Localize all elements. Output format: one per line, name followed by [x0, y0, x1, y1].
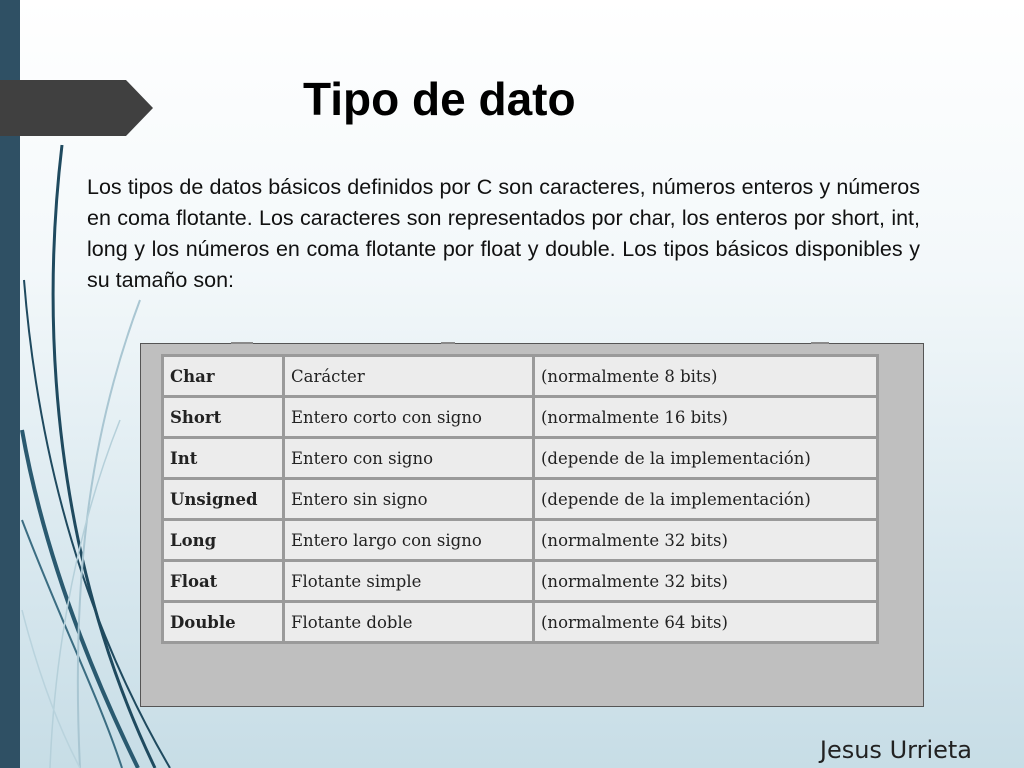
- table-row: [163, 356, 878, 397]
- scan-artifact: [231, 341, 931, 345]
- table-row: [163, 602, 878, 643]
- table-row: [163, 561, 878, 602]
- size-cell: (normalmente 16 bits): [534, 397, 878, 438]
- size-cell: (normalmente 64 bits): [534, 602, 878, 643]
- description-cell: Flotante doble: [284, 602, 534, 643]
- size-cell: (normalmente 8 bits): [534, 356, 878, 397]
- description-cell: Entero corto con signo: [284, 397, 534, 438]
- table-row: [163, 520, 878, 561]
- table-row: [163, 479, 878, 520]
- data-types-table-image: [140, 343, 924, 707]
- type-cell: Int: [163, 438, 284, 479]
- author-name: Jesus Urrieta: [819, 736, 972, 764]
- size-cell: (depende de la implementación): [534, 438, 878, 479]
- size-cell: (depende de la implementación): [534, 479, 878, 520]
- size-cell: (normalmente 32 bits): [534, 520, 878, 561]
- description-cell: Entero largo con signo: [284, 520, 534, 561]
- description-cell: Entero sin signo: [284, 479, 534, 520]
- description-cell: Carácter: [284, 356, 534, 397]
- type-cell: Short: [163, 397, 284, 438]
- arrow-tab: [0, 80, 155, 136]
- slide-title: Tipo de dato: [303, 73, 576, 125]
- body-paragraph: Los tipos de datos básicos definidos por C son caracteres, números enteros y números en coma flotante. Los caracteres son representados por char, los enteros por short, int, long y los números en coma flotante por float y double. Los tipos básicos disponibles y su tamaño son:: [87, 175, 920, 292]
- type-cell: Float: [163, 561, 284, 602]
- type-cell: Double: [163, 602, 284, 643]
- table-row: [163, 438, 878, 479]
- description-cell: Entero con signo: [284, 438, 534, 479]
- data-types-table: [161, 354, 879, 644]
- type-cell: Unsigned: [163, 479, 284, 520]
- size-cell: (normalmente 32 bits): [534, 561, 878, 602]
- type-cell: Char: [163, 356, 284, 397]
- description-cell: Flotante simple: [284, 561, 534, 602]
- table-row: [163, 397, 878, 438]
- type-cell: Long: [163, 520, 284, 561]
